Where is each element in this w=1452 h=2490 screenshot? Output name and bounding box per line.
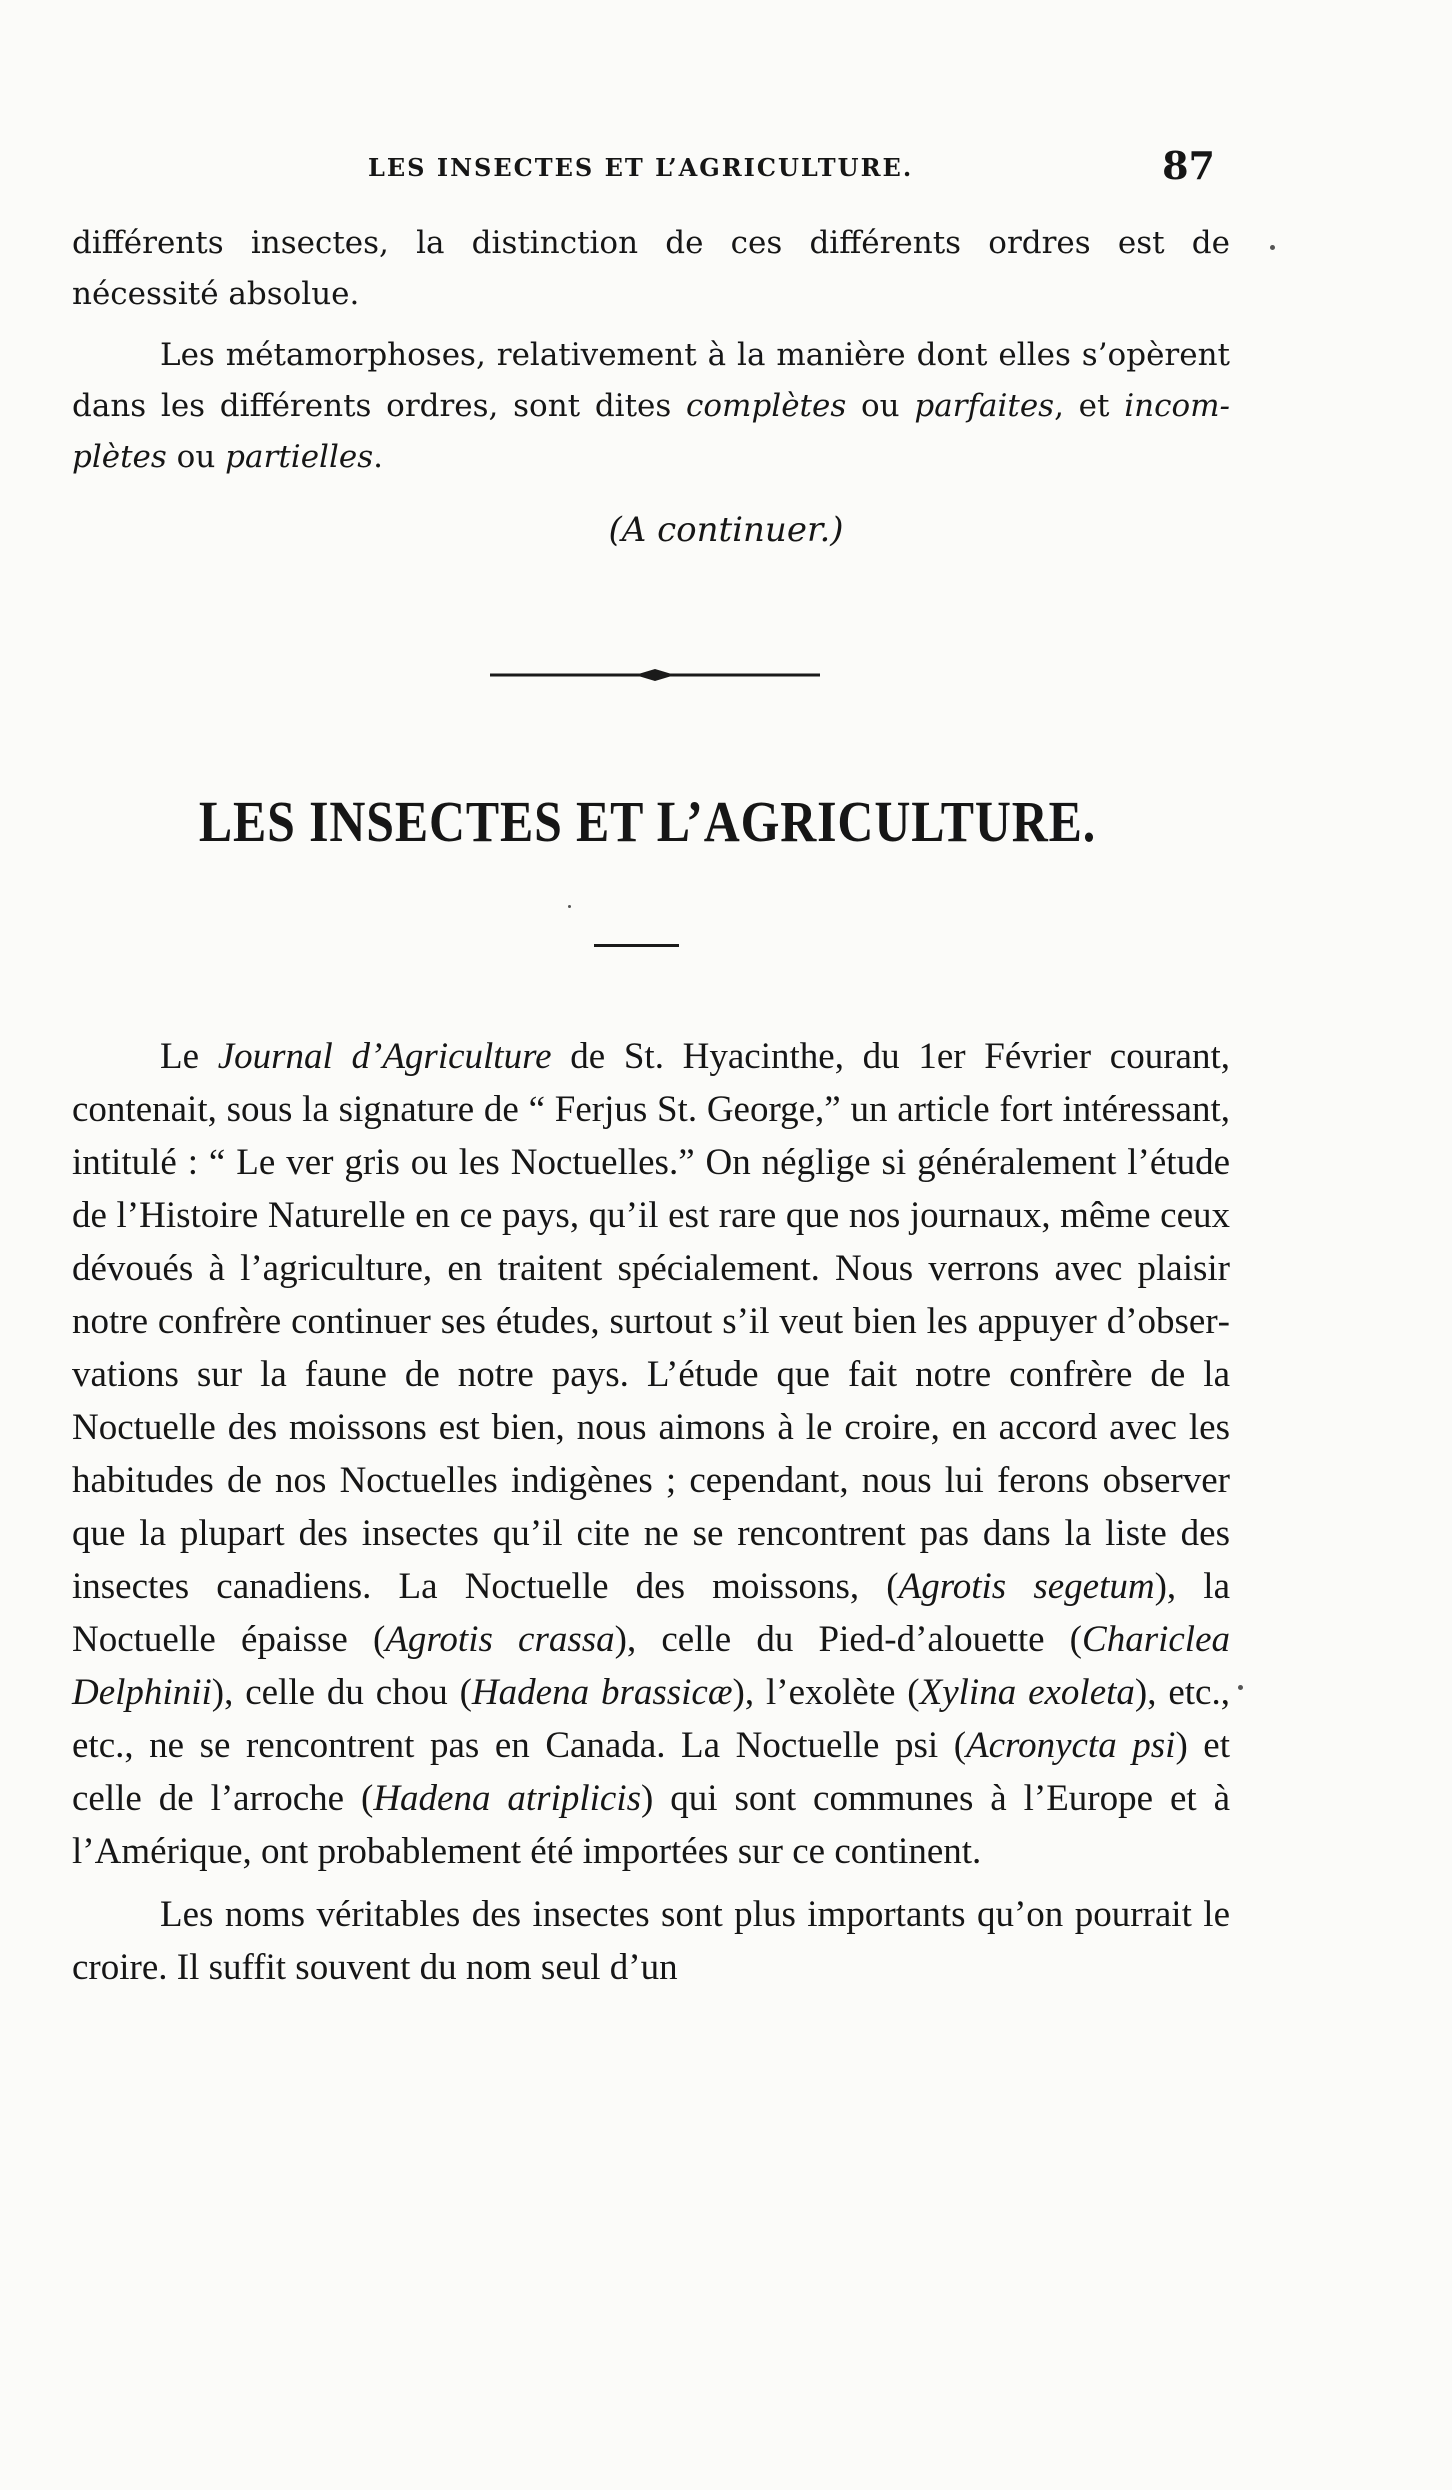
text-run: ou (846, 388, 915, 424)
running-header (300, 143, 1215, 193)
italic-run: partielles (225, 439, 374, 475)
text-run: ), la Noctuelle épaisse ( (72, 1566, 1230, 1660)
text-run: de St. Hyacinthe, du 1er Février courant, contenait, sous la signature de “ Ferjus St. George,” un article fort intéressant, intitulé : “ Le ver gris ou les Noctuelles.” On néglige si généralement l’étude de l’Histoire Naturelle en ce pays, qu’il est rare que nos journaux, même ceux dévoués à l’agriculture, en traitent spécialement. Nous verrons avec plaisir notre confrère continuer ses études, surtout s’il veut bien les appuyer d’observations sur la faune de notre pays. L’étude que fait notre confrère de la Noctuelle des moissons est bien, nous aimons à le croire, en accord avec les habitudes de nos Noctuelles indigènes ; cependant, nous lui ferons observer que la plupart des insectes qu’il cite ne se rencontrent pas dans la liste des insectes canadiens. La Noctuelle des moissons, ( (72, 1036, 1230, 1607)
italic-run: Acronycta psi (966, 1725, 1176, 1766)
continuation-note: (A continuer.) (608, 510, 844, 550)
italic-run: incomplètes (72, 388, 1230, 475)
text-run: ), celle du chou ( (211, 1672, 472, 1713)
text-run: Le (160, 1036, 218, 1077)
italic-run: complètes (686, 388, 847, 424)
page-number: 87 (1162, 143, 1215, 188)
article-body (72, 1030, 1230, 1994)
text-run: ), celle du Pied-d’alouette ( (614, 1619, 1083, 1660)
italic-run: Journal d’Agriculture (217, 1036, 552, 1077)
page-speck (1238, 1685, 1243, 1690)
italic-run: Agrotis segetum (898, 1566, 1155, 1607)
continued-text (72, 218, 1230, 493)
text-run: ) qui sont communes à l’Europe et à l’Amérique, ont probablement été importées sur ce continent. (72, 1778, 1230, 1872)
running-title: LES INSECTES ET L’AGRICULTURE. (368, 153, 914, 182)
italic-run: Chariclea Delphinii (72, 1619, 1230, 1713)
text-run: ) et celle de l’arroche ( (72, 1725, 1230, 1819)
paragraph-continued: différents insectes, la distinction de ces différents ordres est de nécessité absolue. (72, 225, 1230, 312)
title-rule (594, 944, 679, 947)
text-run: ), etc., etc., ne se rencontrent pas en Canada. La Noctuelle psi ( (72, 1672, 1230, 1766)
paragraph-metamorphoses (72, 330, 1230, 483)
article-paragraph-2: Les noms véritables des insectes sont plus importants qu’on pourrait le croire. Il suffit souvent du nom seul d’un (72, 1894, 1230, 1988)
text-run: Les métamorphoses, relativement à la manière dont elles s’opèrent dans les différents ordres, sont dites (72, 337, 1230, 424)
italic-run: Agrotis crassa (385, 1619, 615, 1660)
italic-run: Xylina exoleta (919, 1672, 1135, 1713)
article-paragraph-1 (72, 1030, 1230, 1878)
italic-run: Hadena brassicæ (471, 1672, 733, 1713)
italic-run: parfaites (914, 388, 1055, 424)
text-run: . (373, 439, 383, 475)
italic-run: Hadena atriplicis (373, 1778, 642, 1819)
page-speck (1270, 245, 1275, 250)
page-speck (568, 905, 571, 908)
text-run: ), l’exolète ( (732, 1672, 920, 1713)
section-divider-ornament (490, 665, 820, 685)
text-run: , et (1054, 388, 1125, 424)
text-run: ou (166, 439, 226, 475)
article-title: LES INSECTES ET L’AGRICULTURE. (198, 789, 1097, 854)
